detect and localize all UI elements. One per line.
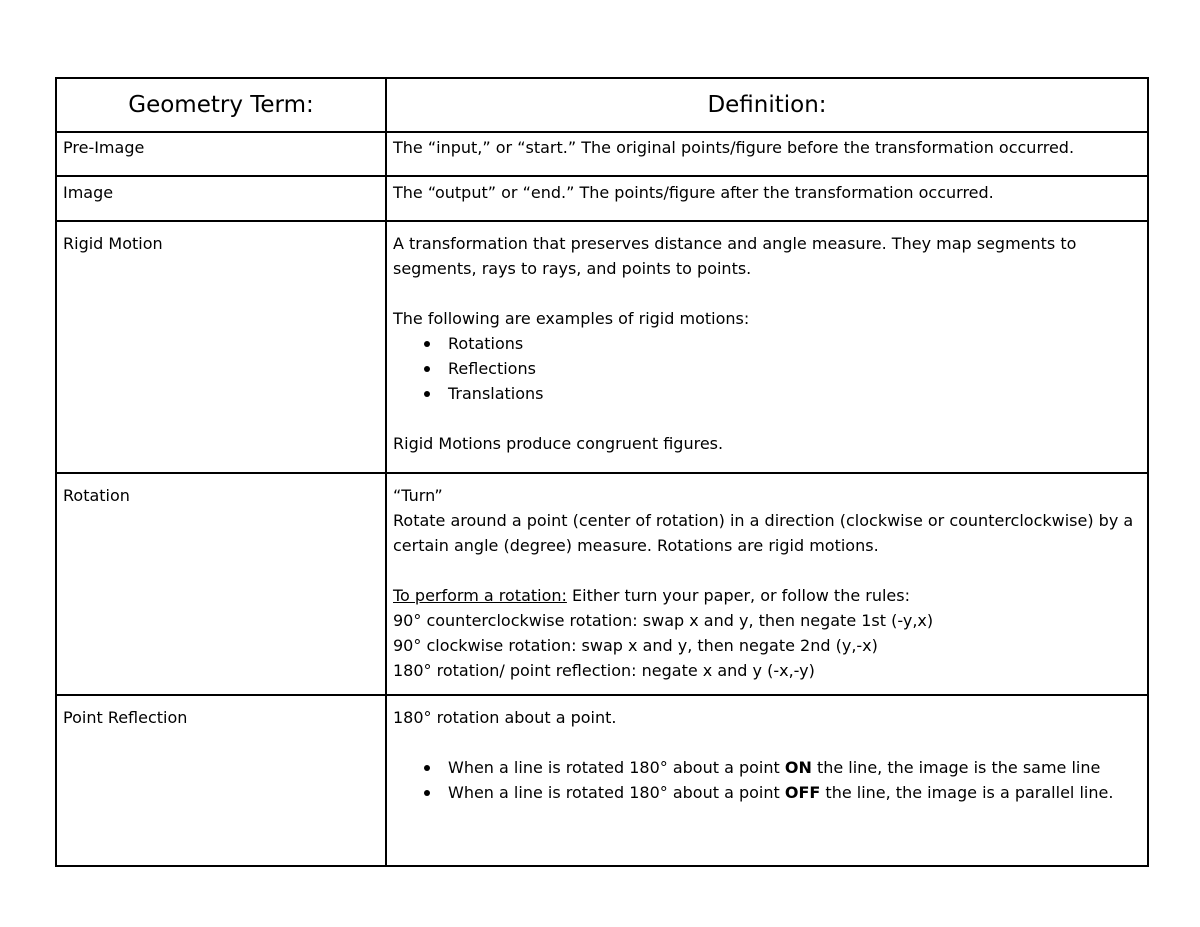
bullet-emphasis: ON [784, 758, 812, 777]
table-row [56, 695, 1148, 866]
perform-label: To perform a rotation: [393, 586, 567, 605]
definition-cell [386, 221, 1148, 473]
header-definition: Definition: [386, 78, 1148, 132]
definition-cell: The “input,” or “start.” The original points/figure before the transformation occurred. [386, 132, 1148, 176]
geometry-terms-table [55, 77, 1149, 867]
definition-cell: The “output” or “end.” The points/figure after the transformation occurred. [386, 176, 1148, 221]
perform-text: Either turn your paper, or follow the rules: [566, 586, 910, 605]
examples-intro: The following are examples of rigid motions: [393, 309, 750, 328]
bullet-text: When a line is rotated 180° about a point [448, 758, 785, 777]
table-row [56, 473, 1148, 695]
term-cell: Rotation [56, 473, 386, 695]
header-row [56, 78, 1148, 132]
definition-text: A transformation that preserves distance and angle measure. They map segments to segments, rays to rays, and points to points. [393, 234, 1077, 278]
term-cell: Image [56, 176, 386, 221]
bullet-text: the line, the image is a parallel line. [820, 783, 1114, 802]
definition-text: 180° rotation about a point. [393, 708, 617, 727]
point-reflection-list [393, 755, 1141, 805]
perform-instructions [393, 583, 1141, 608]
conclusion-text: Rigid Motions produce congruent figures. [393, 434, 724, 453]
term-cell: Point Reflection [56, 695, 386, 866]
table-row [56, 176, 1148, 221]
table-row [56, 221, 1148, 473]
list-item: Translations [448, 381, 1141, 406]
header-term: Geometry Term: [56, 78, 386, 132]
definition-text: Rotate around a point (center of rotation) in a direction (clockwise or counterclockwise) by a certain angle (degree) measure. Rotations are rigid motions. [393, 511, 1134, 555]
rule-line: 90° clockwise rotation: swap x and y, then negate 2nd (y,-x) [393, 636, 878, 655]
term-cell: Pre-Image [56, 132, 386, 176]
bullet-emphasis: OFF [784, 783, 821, 802]
nickname-text: “Turn” [393, 486, 443, 505]
table-row [56, 132, 1148, 176]
bullet-text: the line, the image is the same line [811, 758, 1101, 777]
term-cell: Rigid Motion [56, 221, 386, 473]
list-item: Rotations [448, 331, 1141, 356]
examples-list [393, 331, 1141, 406]
definition-cell [386, 473, 1148, 695]
definition-cell [386, 695, 1148, 866]
rule-line: 180° rotation/ point reflection: negate x and y (-x,-y) [393, 661, 815, 680]
rule-line: 90° counterclockwise rotation: swap x and y, then negate 1st (-y,x) [393, 611, 934, 630]
list-item [448, 780, 1141, 805]
list-item: Reflections [448, 356, 1141, 381]
list-item [448, 755, 1141, 780]
bullet-text: When a line is rotated 180° about a point [448, 783, 785, 802]
